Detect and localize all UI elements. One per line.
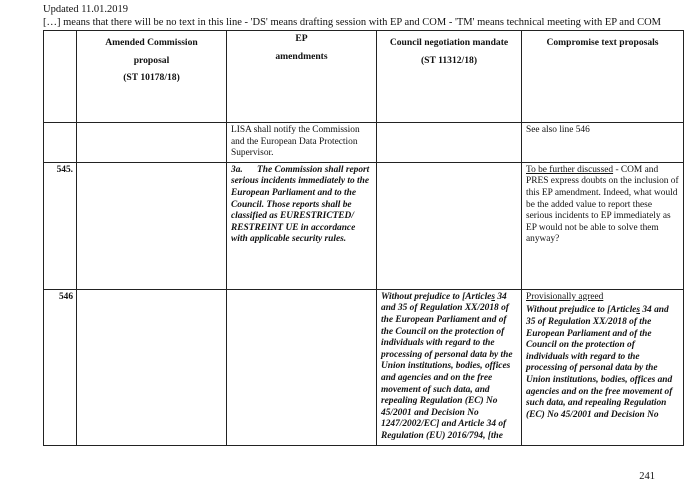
- commission-cell: [77, 289, 227, 445]
- commission-cell: [77, 123, 227, 163]
- compromise-cell: See also line 546: [522, 123, 684, 163]
- row-number: 545.: [44, 162, 77, 289]
- page-number: 241: [639, 471, 655, 482]
- four-column-table: [43, 30, 684, 446]
- updated-date: Updated 11.01.2019: [43, 4, 129, 15]
- ep-cell: [227, 289, 377, 445]
- compromise-text: - COM and PRES express doubts on the inclusion of this EP amendment. Indeed, what would be the added value to report these serious incidents to EP immediately as EP would not be able to solve them anyway?: [526, 164, 679, 245]
- council-cell: [377, 123, 522, 163]
- ep-column-header: EP amendments: [227, 31, 377, 123]
- table-row: [44, 289, 684, 445]
- commission-column-header: Amended Commission proposal (ST 10178/18): [77, 31, 227, 123]
- compromise-cell: [522, 289, 684, 445]
- council-column-header: Council negotiation mandate (ST 11312/18): [377, 31, 522, 123]
- table-row: [44, 162, 684, 289]
- row-number: [44, 123, 77, 163]
- table-row: [44, 123, 684, 163]
- ep-point-label: 3a.: [231, 164, 243, 175]
- agreement-status: Provisionally agreed: [526, 291, 604, 302]
- ep-text: The Commission shall report serious incidents immediately to the European Parliament and to the Council. Those reports shall be classified as EURESTRICTED/ RESTREINT UE in accordance with applicable security rules.: [231, 164, 370, 245]
- legend-note: […] means that there will be no text in this line - 'DS' means drafting session with EP and COM - 'TM' means technical meeting with EP and COM: [43, 17, 662, 28]
- table-header-row: [44, 31, 684, 123]
- ep-cell: LISA shall notify the Commission and the European Data Protection Supervisor.: [227, 123, 377, 163]
- num-column-header: [44, 31, 77, 123]
- discussion-status: To be further discussed: [526, 164, 614, 175]
- council-cell: Without prejudice to [Articles 34 and 35 of Regulation XX/2018 of the European Parliament and of the Council on the protection of individuals with regard to the processing of personal data by the Union institutions, bodies, offices and agencies and on the free movement of such data, and repealing Regulation (EC) No 45/2001 and Decision No 1247/2002/EC] and Article 34 of Regulation (EU) 2016/794, [the: [377, 289, 522, 445]
- compromise-cell: [522, 162, 684, 289]
- council-cell: [377, 162, 522, 289]
- compromise-column-header: Compromise text proposals: [522, 31, 684, 123]
- ep-cell: [227, 162, 377, 289]
- compromise-text: Without prejudice to [Articles 34 and 35 of Regulation XX/2018 of the European Parliament and of the Council on the protection of individuals with regard to the processing of personal data by the Union institutions, bodies, offices and agencies and on the free movement of such data, and repealing Regulation (EC) No 45/2001 and Decision No: [526, 305, 673, 420]
- row-number: 546: [44, 289, 77, 445]
- commission-cell: [77, 162, 227, 289]
